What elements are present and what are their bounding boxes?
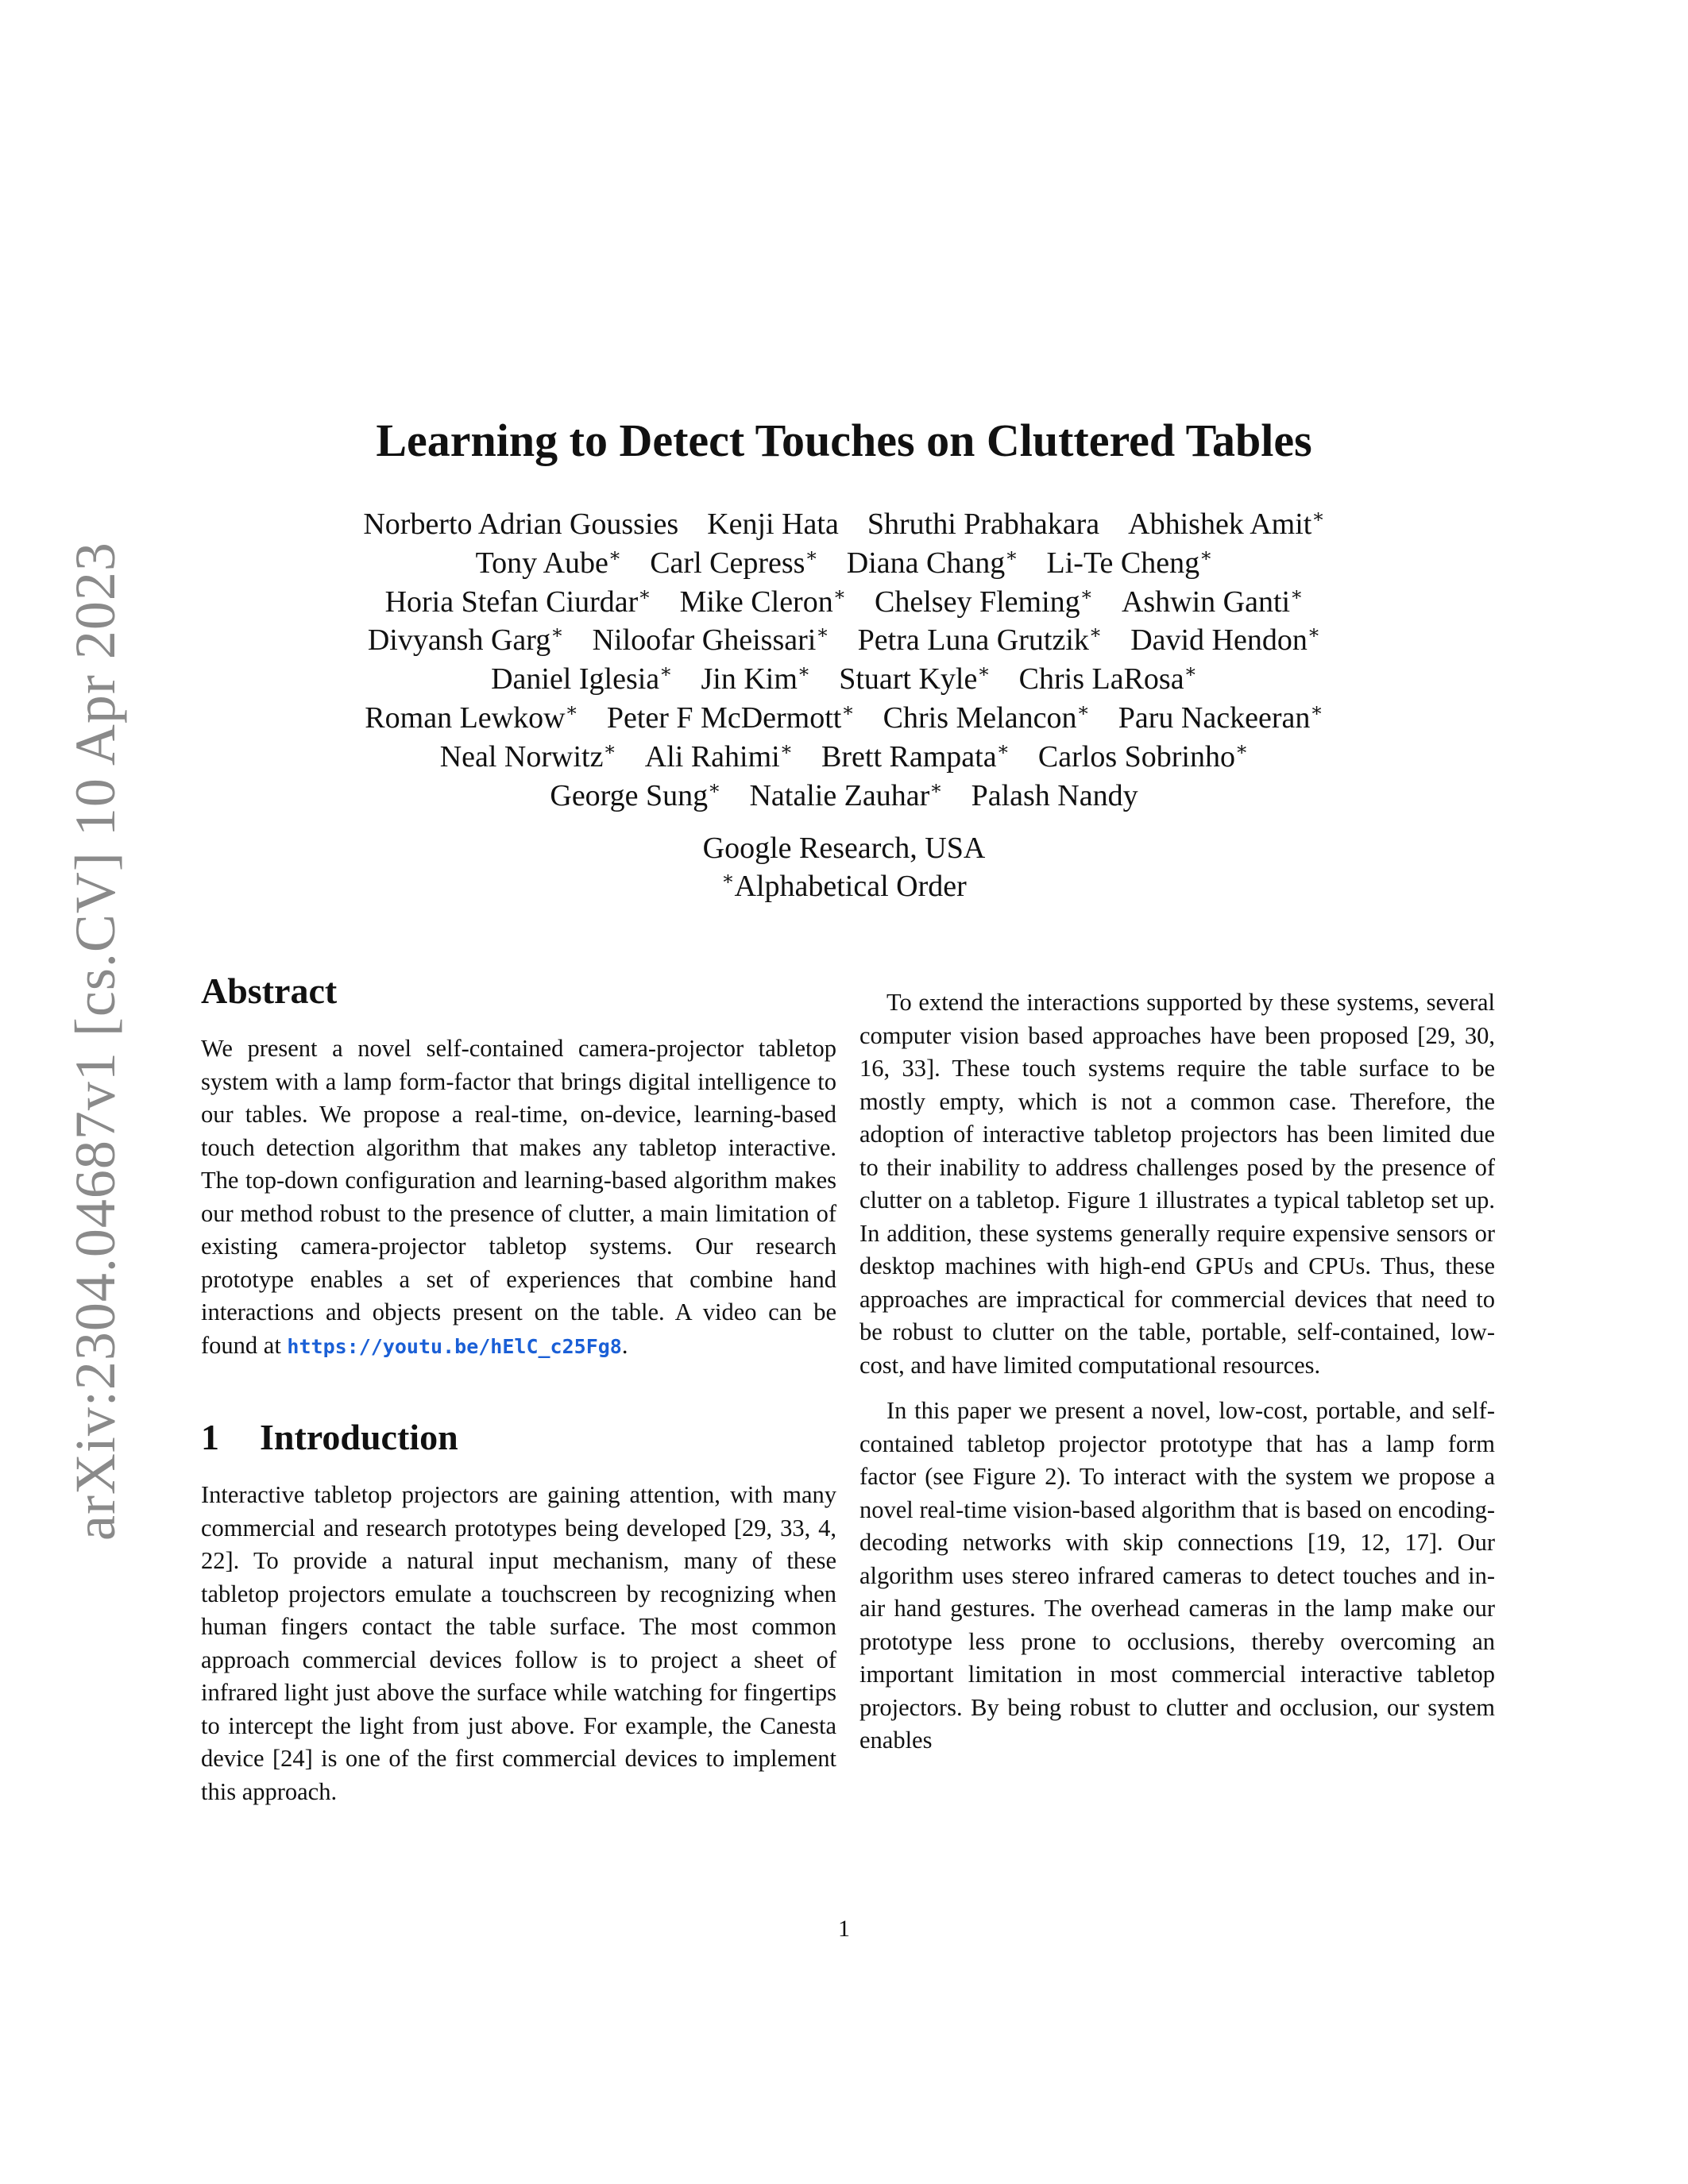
author-mark: ∗	[608, 545, 622, 566]
author	[491, 660, 672, 699]
abstract-text	[201, 1032, 836, 1363]
author-mark: ∗	[1311, 507, 1325, 527]
author-mark: ∗	[1307, 623, 1321, 644]
author	[971, 777, 1138, 816]
author-mark: ∗	[1234, 739, 1249, 760]
author	[607, 699, 855, 738]
affiliation-block	[0, 829, 1688, 905]
paper-title: Learning to Detect Touches on Cluttered Tables	[376, 415, 1312, 466]
author-mark: ∗	[1005, 545, 1018, 566]
author-mark: ∗	[797, 662, 811, 683]
author-name: Carl Cepress	[650, 546, 805, 580]
author-name: Paru Nackeeran	[1118, 700, 1311, 735]
author-name: Divyansh Garg	[367, 623, 551, 658]
author	[883, 699, 1090, 738]
author-name: Tony Aube	[475, 546, 608, 580]
author	[875, 583, 1093, 622]
author-mark: ∗	[659, 662, 673, 683]
author-mark: ∗	[638, 584, 651, 605]
author	[1047, 544, 1213, 583]
author-mark: ∗	[708, 778, 721, 799]
author-name: Chris LaRosa	[1018, 662, 1184, 696]
introduction-heading	[201, 1415, 836, 1460]
author-line	[238, 544, 1450, 583]
author-name: Daniel Iglesia	[491, 662, 660, 696]
note-text: Alphabetical Order	[734, 870, 967, 903]
author-line	[238, 621, 1450, 660]
author-name: Kenji Hata	[707, 507, 839, 541]
author-mark: ∗	[805, 545, 818, 566]
author	[650, 544, 818, 583]
author-name: Niloofar Gheissari	[592, 623, 817, 658]
intro-paragraph-2: To extend the interactions supported by these systems, several computer vision based approaches have been proposed [29, 30, 16, 33]. These touch systems require the table surface to be mostly empty, which is not a common case. Therefore, the adoption of interactive tabletop projectors has been limited due to their inability to address challenges posed by the presence of clutter on a tabletop. Figure 1 illustrates a typical tabletop set up. In addition, these systems generally require expensive sensors or desktop machines with high-end GPUs and CPUs. Thus, these approaches are impractical for commercial devices that need to be robust to clutter on the table, portable, self-contained, low-cost, and have limited computational resources.	[859, 989, 1495, 1379]
abstract-body: We present a novel self-contained camera-projector tabletop system with a lamp form-factor that brings digital intelligence to our tables. We propose a real-time, on-device, learning-based touch detection algorithm that makes any tabletop interactive. The top-down configuration and learning-based algorithm makes our method robust to the presence of clutter, a main limitation of existing camera-projector tabletop systems. Our research prototype enables a set of experiences that combine hand interactions and objects present on the table. A video can be found at	[201, 1035, 836, 1359]
author	[550, 777, 720, 816]
author-mark: ∗	[1088, 623, 1103, 644]
author-mark: ∗	[1076, 700, 1090, 721]
author-mark: ∗	[1184, 662, 1197, 683]
page-number: 1	[838, 1916, 850, 1942]
author	[839, 660, 990, 699]
author-name: Shruthi Prabhakara	[867, 507, 1100, 541]
author	[867, 505, 1099, 544]
author	[680, 583, 846, 622]
author-name: David Hendon	[1130, 623, 1308, 658]
author-mark: ∗	[1199, 545, 1213, 566]
author	[1118, 699, 1323, 738]
author-name: Horia Stefan Ciurdar	[384, 585, 639, 619]
author-name: Roman Lewkow	[365, 700, 566, 735]
author-name: Brett Rampata	[821, 739, 997, 774]
author-name: Chelsey Fleming	[875, 585, 1080, 619]
author-list	[238, 505, 1450, 815]
affiliation: Google Research, USA	[702, 832, 986, 865]
abstract-heading: Abstract	[201, 970, 338, 1011]
author	[701, 660, 810, 699]
video-link[interactable]: https://youtu.be/hElC_c25Fg8	[287, 1334, 622, 1358]
arxiv-identifier-stamp: arXiv:2304.04687v1 [cs.CV] 10 Apr 2023	[64, 542, 127, 1541]
right-column	[859, 986, 1495, 1758]
author-name: Carlos Sobrinho	[1037, 739, 1235, 774]
author	[1122, 583, 1303, 622]
author-mark: ∗	[841, 700, 855, 721]
author-mark: ∗	[603, 739, 616, 760]
author	[1038, 738, 1248, 777]
author	[1019, 660, 1197, 699]
author	[749, 777, 942, 816]
author	[476, 544, 622, 583]
author-mark: ∗	[550, 623, 564, 644]
abstract-end: .	[621, 1331, 628, 1359]
author-name: Diana Chang	[846, 546, 1006, 580]
author-name: Peter F McDermott	[606, 700, 842, 735]
author-mark: ∗	[1310, 700, 1323, 721]
author	[363, 505, 678, 544]
intro-paragraph-1: Interactive tabletop projectors are gaining attention, with many commercial and research prototypes being developed [29, 33, 4, 22]. To provide a natural input mechanism, many of these tabletop projectors emulate a touchscreen by recognizing when human fingers contact the table surface. The most common approach commercial devices follow is to project a sheet of infrared light just above the surface while watching for fingertips to intercept the light from just above. For example, the Canesta device [24] is one of the first commercial devices to implement this approach.	[201, 1481, 836, 1805]
author-name: Jin Kim	[701, 662, 798, 696]
author-name: Stuart Kyle	[839, 662, 978, 696]
author	[368, 621, 564, 660]
author-name: Natalie Zauhar	[749, 778, 930, 812]
author-name: Li-Te Cheng	[1046, 546, 1200, 580]
author	[847, 544, 1018, 583]
author-name: Chris Melancon	[883, 700, 1077, 735]
section-number: 1	[201, 1417, 219, 1457]
left-column	[201, 969, 836, 1808]
author-mark: ∗	[832, 584, 847, 605]
author	[385, 583, 651, 622]
author	[440, 738, 616, 777]
author-name: Norberto Adrian Goussies	[363, 507, 679, 541]
author-mark: ∗	[1080, 584, 1093, 605]
author	[645, 738, 793, 777]
author	[365, 699, 578, 738]
author-name: Ashwin Ganti	[1121, 585, 1291, 619]
author-line	[238, 738, 1450, 777]
author	[707, 505, 839, 544]
intro-paragraph-3: In this paper we present a novel, low-cost, portable, and self-contained tabletop projector prototype that has a lamp form factor (see Figure 2). To interact with the system we propose a novel real-time vision-based algorithm that is based on encoding-decoding networks with skip connections [19, 12, 17]. Our algorithm uses stereo infrared cameras to detect touches and in-air hand gestures. The overhead cameras in the lamp make our prototype less prone to occlusions, thereby overcoming an important limitation in most commercial interactive tabletop projectors. By being robust to clutter and occlusion, our system enables	[859, 1397, 1495, 1754]
author-mark: ∗	[779, 739, 794, 760]
author	[1130, 621, 1320, 660]
alphabetical-order-note	[0, 867, 1688, 905]
author	[821, 738, 1010, 777]
author-name: Abhishek Amit	[1128, 507, 1312, 541]
author-line	[238, 777, 1450, 816]
author-line	[238, 505, 1450, 544]
author-name: Neal Norwitz	[439, 739, 604, 774]
author-name: Palash Nandy	[971, 778, 1138, 812]
author-mark: ∗	[996, 739, 1010, 760]
author	[593, 621, 829, 660]
author-mark: ∗	[977, 662, 991, 683]
author-line	[238, 660, 1450, 699]
author-name: George Sung	[550, 778, 709, 812]
author-line	[238, 583, 1450, 622]
section-title: Introduction	[260, 1417, 458, 1457]
note-marker: ∗	[721, 869, 735, 889]
author-name: Petra Luna Grutzik	[857, 623, 1089, 658]
author-line	[238, 699, 1450, 738]
author	[1128, 505, 1325, 544]
author	[858, 621, 1103, 660]
author-mark: ∗	[816, 623, 829, 644]
author-mark: ∗	[565, 700, 578, 721]
author-mark: ∗	[929, 778, 943, 799]
author-mark: ∗	[1290, 584, 1304, 605]
author-name: Mike Cleron	[679, 585, 833, 619]
author-name: Ali Rahimi	[644, 739, 780, 774]
